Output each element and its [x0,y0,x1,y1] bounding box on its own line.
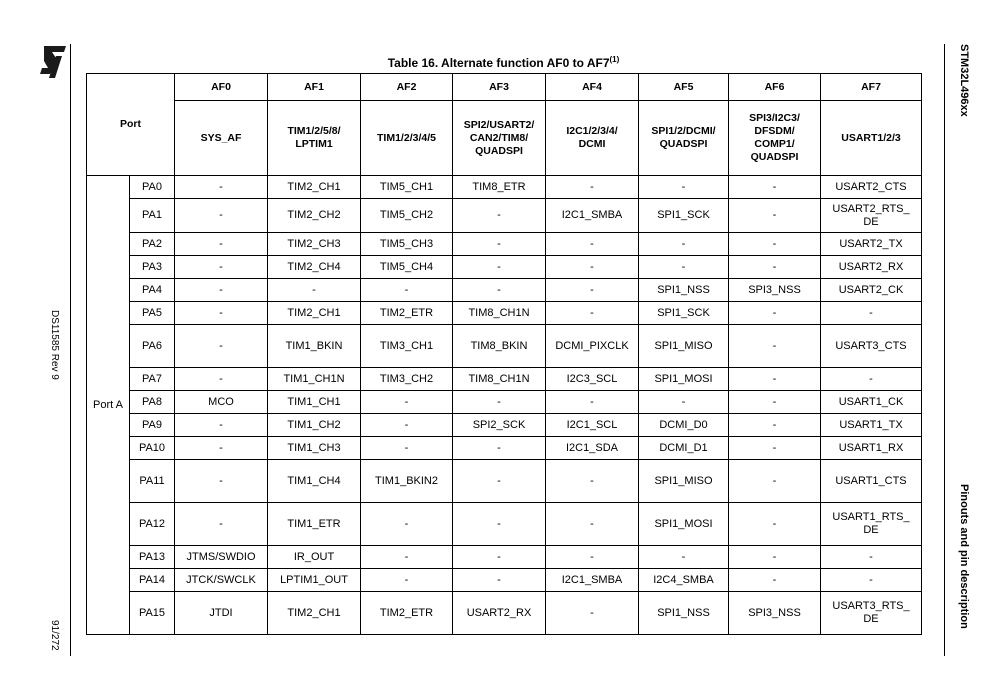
af-cell: TIM2_ETR [361,592,453,635]
af-cell: USART2_CK [821,279,922,302]
af-cell: USART1_RX [821,437,922,460]
table-title-note: (1) [609,55,620,64]
af-cell: - [453,546,546,569]
af-cell: - [175,233,268,256]
right-margin-rule [944,44,945,656]
af-cell: USART1_CK [821,391,922,414]
af-cell: - [546,503,639,546]
pin-name: PA0 [130,176,175,199]
af-cell: I2C1_SMBA [546,569,639,592]
pin-name: PA14 [130,569,175,592]
af-cell: - [175,199,268,233]
af-cell: TIM5_CH1 [361,176,453,199]
af-cell: SPI1_SCK [639,302,729,325]
af-group-3: SPI2/USART2/ CAN2/TIM8/ QUADSPI [453,101,546,176]
table-row [87,569,922,592]
af-cell: - [546,460,639,503]
table-row [87,176,922,199]
af-header-5: AF5 [639,74,729,101]
pin-name: PA3 [130,256,175,279]
af-cell: - [729,368,821,391]
af-cell: TIM2_CH1 [268,176,361,199]
af-cell: - [175,368,268,391]
pin-name: PA5 [130,302,175,325]
af-cell: SPI1_NSS [639,592,729,635]
af-cell: - [729,546,821,569]
af-cell: USART1_TX [821,414,922,437]
af-cell: USART1_CTS [821,460,922,503]
af-cell: - [453,233,546,256]
pin-name: PA11 [130,460,175,503]
af-cell: MCO [175,391,268,414]
af-cell: USART2_TX [821,233,922,256]
af-cell: SPI3_NSS [729,279,821,302]
table-row [87,592,922,635]
af-group-2: TIM1/2/3/4/5 [361,101,453,176]
af-cell: TIM2_CH1 [268,302,361,325]
af-cell: I2C4_SMBA [639,569,729,592]
af-cell: TIM1_CH2 [268,414,361,437]
af-cell: TIM2_CH4 [268,256,361,279]
af-cell: I2C1_SCL [546,414,639,437]
af-cell: SPI1_MISO [639,325,729,368]
af-cell: DCMI_PIXCLK [546,325,639,368]
af-cell: TIM2_CH1 [268,592,361,635]
af-group-5: SPI1/2/DCMI/ QUADSPI [639,101,729,176]
af-cell: TIM8_CH1N [453,302,546,325]
af-cell: TIM5_CH3 [361,233,453,256]
table-row [87,546,922,569]
af-group-0: SYS_AF [175,101,268,176]
af-cell: TIM3_CH1 [361,325,453,368]
table-title-text: Table 16. Alternate function AF0 to AF7 [387,56,610,70]
af-cell: TIM5_CH4 [361,256,453,279]
table-row [87,302,922,325]
af-cell: - [639,233,729,256]
af-header-0: AF0 [175,74,268,101]
af-group-6: SPI3/I2C3/ DFSDM/ COMP1/ QUADSPI [729,101,821,176]
af-cell: USART2_CTS [821,176,922,199]
af-group-7: USART1/2/3 [821,101,922,176]
st-logo-icon [38,44,68,80]
af-cell: - [729,325,821,368]
pin-name: PA9 [130,414,175,437]
af-cell: TIM1_CH1N [268,368,361,391]
pin-name: PA6 [130,325,175,368]
af-cell: - [453,256,546,279]
af-cell: - [729,437,821,460]
af-cell: - [639,546,729,569]
port-header: Port [87,74,175,176]
af-header-3: AF3 [453,74,546,101]
af-cell: I2C1_SDA [546,437,639,460]
af-cell: - [639,176,729,199]
af-cell: - [268,279,361,302]
af-cell: TIM2_CH2 [268,199,361,233]
af-cell: - [729,302,821,325]
af-cell: - [729,391,821,414]
table-row [87,391,922,414]
af-cell: JTCK/SWCLK [175,569,268,592]
af-cell: LPTIM1_OUT [268,569,361,592]
pin-name: PA13 [130,546,175,569]
af-cell: - [453,437,546,460]
left-margin-rule [70,44,71,656]
af-cell: - [175,325,268,368]
af-cell: - [361,546,453,569]
af-cell: TIM1_CH3 [268,437,361,460]
alternate-function-table [86,73,922,635]
af-cell: - [175,256,268,279]
pin-name: PA10 [130,437,175,460]
table-row [87,437,922,460]
af-cell: TIM3_CH2 [361,368,453,391]
af-cell: - [821,302,922,325]
af-header-2: AF2 [361,74,453,101]
af-group-4: I2C1/2/3/4/ DCMI [546,101,639,176]
pin-name: PA1 [130,199,175,233]
af-cell: USART2_RX [821,256,922,279]
af-cell: TIM2_CH3 [268,233,361,256]
af-cell: - [453,279,546,302]
page-number: 91/272 [49,620,60,651]
af-cell: - [175,437,268,460]
af-cell: JTMS/SWDIO [175,546,268,569]
af-cell: - [729,199,821,233]
af-cell: - [175,503,268,546]
af-cell: TIM1_CH1 [268,391,361,414]
af-cell: TIM5_CH2 [361,199,453,233]
af-cell: SPI2_SCK [453,414,546,437]
af-cell: SPI1_NSS [639,279,729,302]
af-header-4: AF4 [546,74,639,101]
doc-revision: DS11585 Rev 9 [49,310,60,380]
af-cell: - [175,302,268,325]
af-cell: JTDI [175,592,268,635]
af-cell: - [729,569,821,592]
table-row [87,503,922,546]
af-header-7: AF7 [821,74,922,101]
table-row [87,325,922,368]
af-cell: - [175,414,268,437]
af-cell: - [546,546,639,569]
af-cell: - [546,391,639,414]
af-cell: - [729,503,821,546]
af-cell: SPI1_MOSI [639,503,729,546]
pin-name: PA8 [130,391,175,414]
af-cell: - [729,256,821,279]
af-cell: TIM8_BKIN [453,325,546,368]
af-cell: - [729,233,821,256]
af-cell: - [175,279,268,302]
af-cell: TIM1_BKIN2 [361,460,453,503]
table-row [87,233,922,256]
af-cell: - [729,460,821,503]
port-group-label: Port A [87,176,130,635]
af-header-6: AF6 [729,74,821,101]
table-row [87,199,922,233]
af-cell: - [546,302,639,325]
af-cell: - [453,460,546,503]
af-cell: USART2_RX [453,592,546,635]
af-cell: SPI1_MISO [639,460,729,503]
table-row [87,414,922,437]
af-cell: TIM2_ETR [361,302,453,325]
af-cell: - [453,199,546,233]
af-cell: - [361,391,453,414]
af-cell: - [821,546,922,569]
af-cell: TIM1_CH4 [268,460,361,503]
af-cell: TIM8_ETR [453,176,546,199]
af-cell: TIM1_BKIN [268,325,361,368]
table-row [87,256,922,279]
af-cell: - [729,176,821,199]
section-title: Pinouts and pin description [958,484,970,629]
af-cell: TIM1_ETR [268,503,361,546]
af-group-1: TIM1/2/5/8/ LPTIM1 [268,101,361,176]
af-cell: - [453,569,546,592]
af-cell: - [546,256,639,279]
af-cell: I2C1_SMBA [546,199,639,233]
af-cell: IR_OUT [268,546,361,569]
pin-name: PA15 [130,592,175,635]
table-title [86,55,921,70]
af-cell: - [546,233,639,256]
table-row [87,368,922,391]
af-cell: - [453,503,546,546]
af-cell: - [361,503,453,546]
pin-name: PA2 [130,233,175,256]
af-cell: - [821,368,922,391]
af-cell: USART3_RTS_ DE [821,592,922,635]
af-cell: USART3_CTS [821,325,922,368]
af-cell: DCMI_D0 [639,414,729,437]
af-cell: - [175,460,268,503]
pin-name: PA7 [130,368,175,391]
af-cell: SPI3_NSS [729,592,821,635]
table-row [87,279,922,302]
pin-name: PA12 [130,503,175,546]
pin-name: PA4 [130,279,175,302]
af-cell: SPI1_MOSI [639,368,729,391]
af-cell: - [175,176,268,199]
af-cell: - [821,569,922,592]
af-header-1: AF1 [268,74,361,101]
af-cell: TIM8_CH1N [453,368,546,391]
af-cell: - [546,279,639,302]
af-cell: - [361,569,453,592]
af-cell: - [546,176,639,199]
af-cell: - [361,437,453,460]
af-cell: - [361,414,453,437]
af-cell: USART2_RTS_ DE [821,199,922,233]
af-cell: - [639,391,729,414]
table-row [87,460,922,503]
af-cell: - [546,592,639,635]
af-cell: I2C3_SCL [546,368,639,391]
af-cell: DCMI_D1 [639,437,729,460]
af-cell: - [453,391,546,414]
af-cell: - [361,279,453,302]
af-cell: - [639,256,729,279]
af-cell: - [729,414,821,437]
af-cell: USART1_RTS_ DE [821,503,922,546]
af-cell: SPI1_SCK [639,199,729,233]
product-name: STM32L496xx [958,44,970,117]
